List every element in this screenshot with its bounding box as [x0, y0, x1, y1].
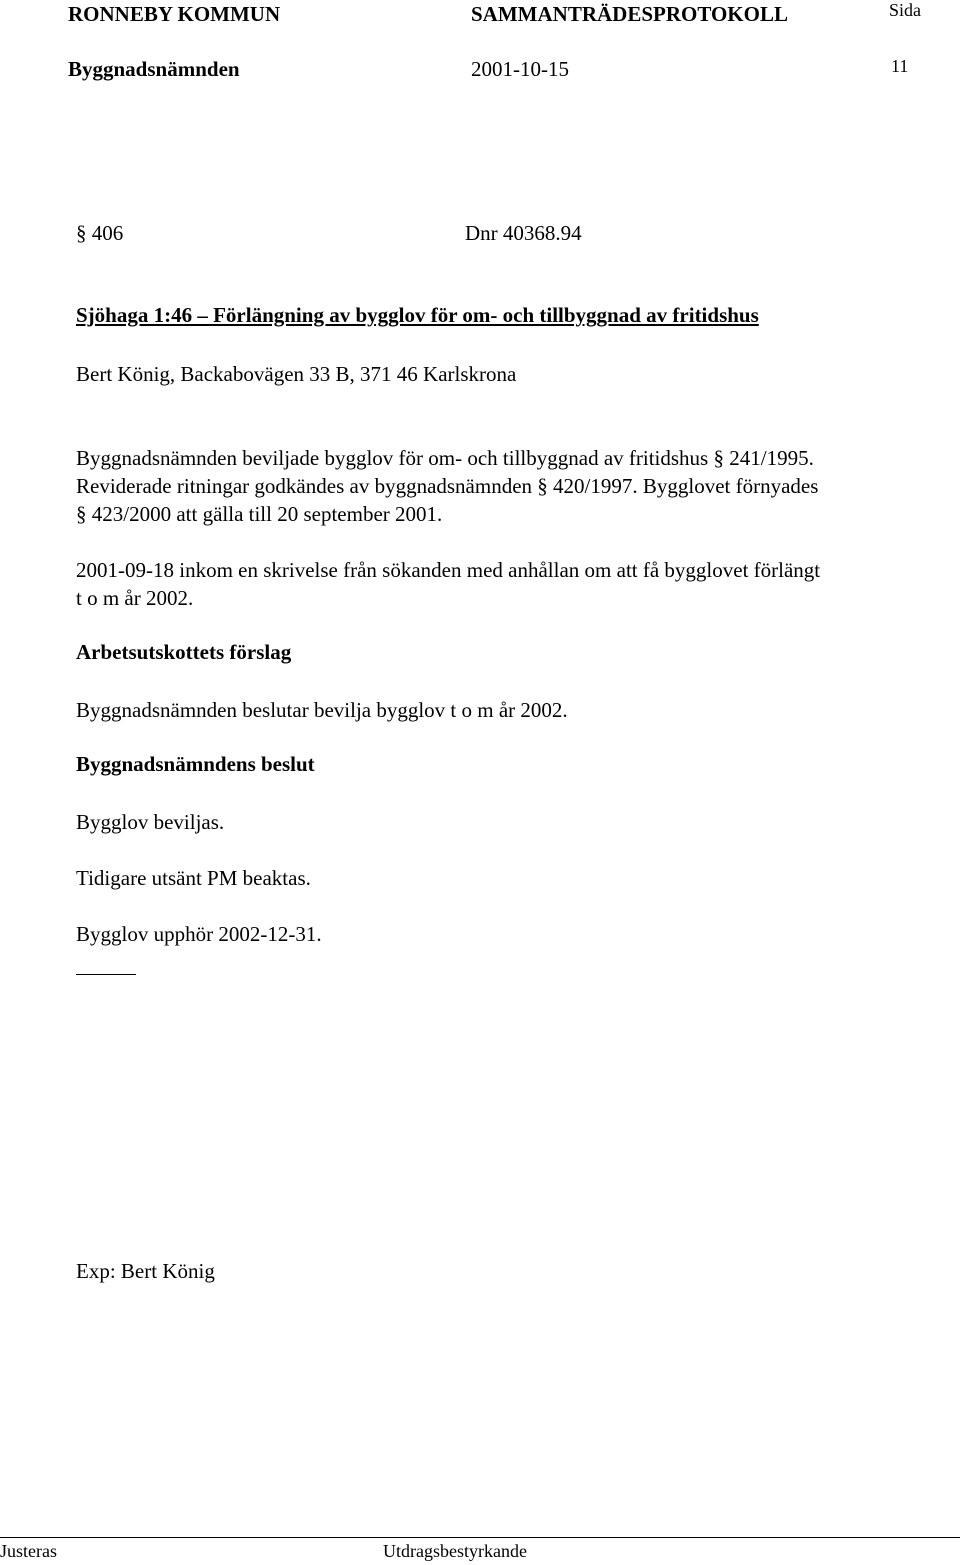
footer-justeras: Justeras — [0, 1541, 57, 1561]
proposal-text: Byggnadsnämnden beslutar bevilja bygglov t o m år 2002. — [76, 698, 568, 722]
document-type: SAMMANTRÄDESPROTOKOLL — [471, 2, 788, 26]
bg-ref-3: 423/2000 att gälla till 20 september 2001. — [91, 502, 443, 526]
bg-text-1: Byggnadsnämnden beviljade bygglov för om- och tillbyggnad av fritidshus — [76, 446, 709, 470]
decision-item: Bygglov upphör 2002-12-31. — [76, 922, 322, 946]
footer-rule — [0, 1537, 960, 1538]
bg-ref-2: 420/1997. Bygglovet förnyades — [553, 474, 819, 498]
bg-text-3: 2001-09-18 inkom en skrivelse från sökanden med anhållan om att få bygglovet förlängt — [76, 558, 821, 582]
footer-utdragsbestyrkande: Utdragsbestyrkande — [383, 1541, 527, 1561]
dnr: Dnr 40368.94 — [465, 221, 582, 245]
bg-text-2: Reviderade ritningar godkändes av byggnadsnämnden — [76, 474, 533, 498]
meeting-date: 2001-10-15 — [471, 57, 569, 81]
section-sign: § — [76, 502, 87, 526]
page-label: Sida — [889, 0, 922, 20]
committee-name: Byggnadsnämnden — [68, 57, 240, 81]
background-paragraph-2 — [76, 556, 946, 612]
end-rule — [76, 974, 136, 975]
bg-text-4: t o m år 2002. — [76, 586, 194, 610]
section-sign: § — [537, 474, 548, 498]
org-name: RONNEBY KOMMUN — [68, 2, 281, 26]
decision-item: Bygglov beviljas. — [76, 810, 225, 834]
proposal-heading: Arbetsutskottets förslag — [76, 640, 292, 664]
section-sign: § — [713, 446, 724, 470]
case-number — [76, 219, 123, 247]
decision-item: Tidigare utsänt PM beaktas. — [76, 866, 311, 890]
section-sign: § — [76, 221, 87, 245]
case-number-value: 406 — [91, 221, 124, 245]
decision-heading: Byggnadsnämndens beslut — [76, 752, 315, 776]
applicant: Bert König, Backabovägen 33 B, 371 46 Karlskrona — [76, 362, 517, 386]
expedition: Exp: Bert König — [76, 1259, 215, 1283]
bg-ref-1: 241/1995. — [729, 446, 814, 470]
page-number: 11 — [891, 56, 909, 76]
background-paragraph-1 — [76, 444, 946, 528]
case-title: Sjöhaga 1:46 – Förlängning av bygglov för om- och tillbyggnad av fritidshus — [76, 303, 759, 327]
